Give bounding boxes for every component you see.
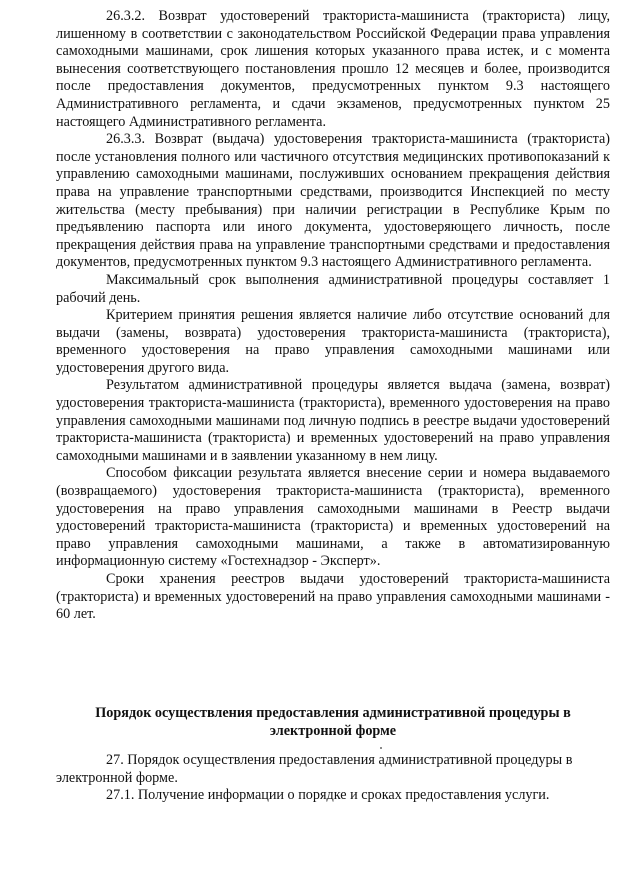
paragraph-criterion: Критерием принятия решения является наличие либо отсутствие оснований для выдачи (замены, возврата) удостоверения тракториста-машиниста (тракториста), временного удостоверения на право управления самоходными машинами или удостоверения другого вида.	[56, 307, 610, 376]
paragraph-27-1: 27.1. Получение информации о порядке и сроках предоставления услуги.	[106, 787, 550, 804]
paragraph-26-3-3: 26.3.3. Возврат (выдача) удостоверения тракториста-машиниста (тракториста) после установления полного или частичного отсутствия медицинских противопоказаний к управлению самоходными машинами, послуживших основанием прекращения действия права на управление транспортными средствами, производится Инспекцией по месту жительства (месту пребывания) при наличии регистрации в Республике Крым по предъявлению паспорта или иного документа, удостоверяющего личность, после прекращения действия права на управление транспортными средствами и предоставления документов, предусмотренных пунктом 9.3 настоящего Административного регламента.	[56, 131, 610, 271]
paragraph-max-term: Максимальный срок выполнения административной процедуры составляет 1 рабочий день.	[56, 271, 610, 306]
paragraph-result: Результатом административной процедуры является выдача (замена, возврат) удостоверения тракториста-машиниста (тракториста), временного удостоверения на право управления самоходными машинами под личную подпись в реестре выдачи удостоверений тракториста-машиниста (тракториста) и временных удостоверений на право управления самоходными машинами и в заявлении указанному в нем лицу.	[56, 377, 610, 464]
section-heading: Порядок осуществления предоставления административной процедуры в электронной форме	[95, 705, 571, 739]
paragraph-26-3-2: 26.3.2. Возврат удостоверений тракториста-машиниста (тракториста) лицу, лишенному в соответствии с законодательством Российской Федерации права управления самоходными машинами, срок лишения которых указанного права истек, и с момента вынесения соответствующего постановления прошло 12 месяцев и более, производится после предоставления документов, предусмотренных пунктом 9.3 настоящего Административного регламента, и сдачи экзаменов, предусмотренных пунктом 25 настоящего Административного регламента.	[56, 8, 610, 130]
document-body-lower	[56, 752, 610, 805]
paragraph-fixation: Способом фиксации результата является внесение серии и номера выдаваемого (возвращаемого) удостоверения тракториста-машиниста (тракториста), временного удостоверения на право управления самоходными машинами в Реестр выдачи удостоверений тракториста-машиниста (тракториста) и временных удостоверений на право управления самоходными машинами, а также в автоматизированную информационную систему «Гостехнадзор - Эксперт».	[56, 465, 610, 570]
decorative-dot	[380, 747, 382, 749]
paragraph-storage-terms: Сроки хранения реестров выдачи удостоверений тракториста-машиниста (тракториста) и временных удостоверений на право управления самоходными машинами - 60 лет.	[56, 571, 610, 623]
paragraph-27: 27. Порядок осуществления предоставления административной процедуры в электронной форме.	[56, 752, 573, 786]
document-body	[56, 8, 610, 624]
